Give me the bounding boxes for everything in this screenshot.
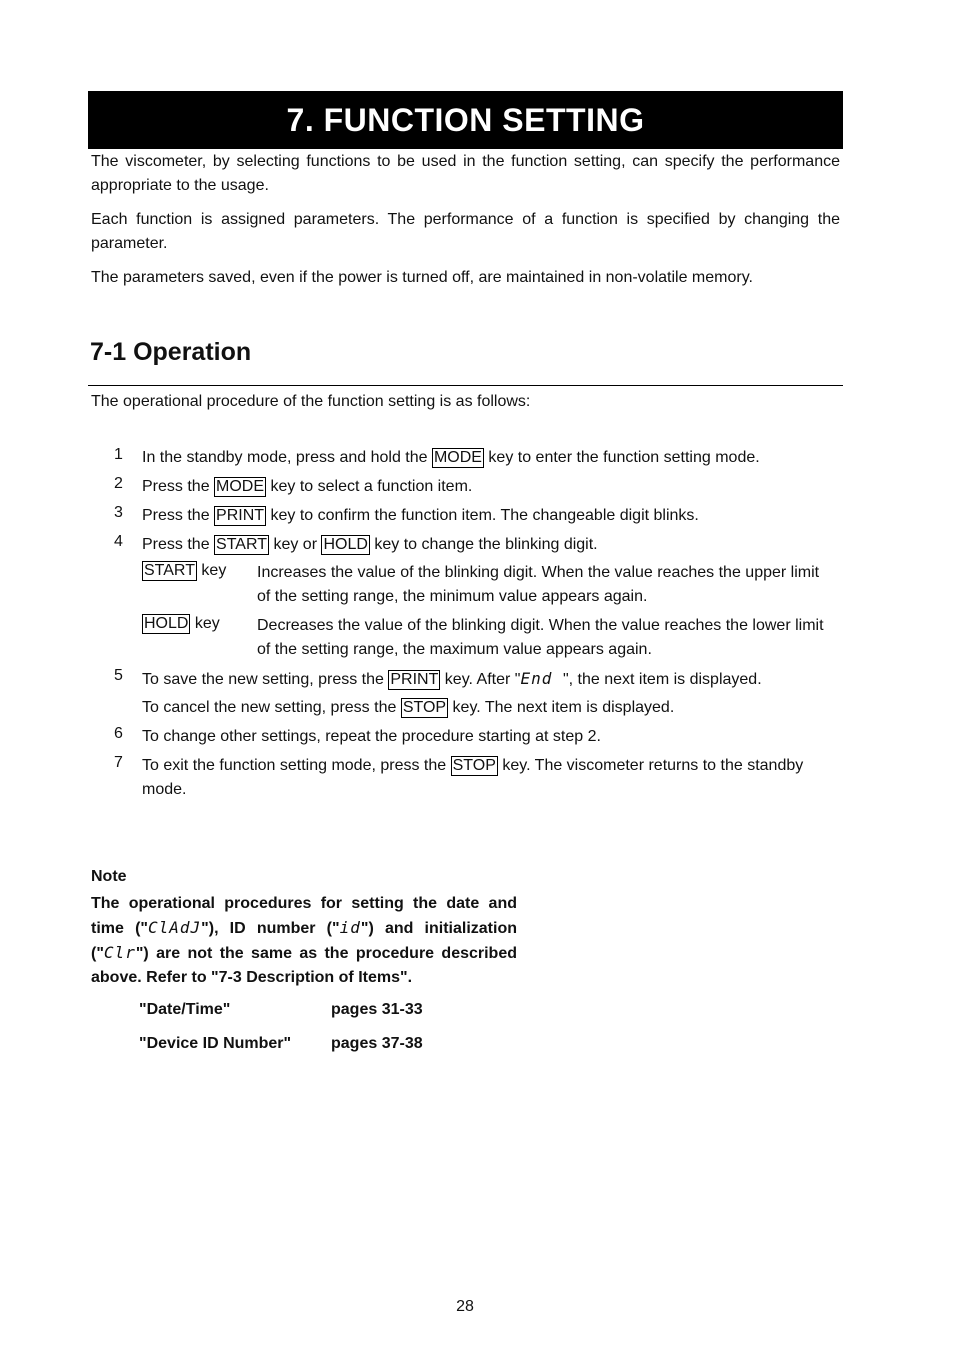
step-number: 1 xyxy=(114,446,123,463)
step-7-text: To exit the function setting mode, press the STOP key. The viscometer returns to the standby mode. xyxy=(142,757,804,798)
intro-paragraph-3: The parameters saved, even if the power is turned off, are maintained in non-volatile memory. xyxy=(91,269,753,286)
note-body: The operational procedures for setting the date and time ("ClAdJ"), ID number ("id") and initialization ("Clr") are not the same as the procedure described above. Refer to "7-3 Description of Items". xyxy=(91,895,517,986)
reference-label: "Date/Time" xyxy=(139,1001,231,1018)
step-5-cancel-text: To cancel the new setting, press the STOP key. The next item is displayed. xyxy=(142,699,675,716)
section-lead: The operational procedure of the function setting is as follows: xyxy=(91,393,531,410)
start-key: START xyxy=(216,536,267,553)
hold-key-description: Decreases the value of the blinking digit. When the value reaches the lower limit of the setting range, the maximum value appears again. xyxy=(257,617,824,658)
reference-label: "Device ID Number" xyxy=(139,1035,292,1052)
step-5-text: To save the new setting, press the PRINT key. After "End ", the next item is displayed. xyxy=(142,669,762,688)
start-key-label: START key xyxy=(144,562,227,579)
step-3-text: Press the PRINT key to confirm the function item. The changeable digit blinks. xyxy=(142,507,699,524)
clock-adjust-display-text: ClAdJ xyxy=(147,918,202,937)
step-number: 3 xyxy=(114,504,123,521)
page-number: 28 xyxy=(456,1298,474,1315)
section-heading: 7-1 Operation xyxy=(90,338,252,366)
step-number: 6 xyxy=(114,725,123,742)
reference-pages: pages 31-33 xyxy=(331,1001,423,1018)
end-display-text: End xyxy=(520,669,563,688)
intro-paragraph-1: The viscometer, by selecting functions to be used in the function setting, can specify the performance appropriate to the usage. xyxy=(91,153,840,194)
stop-key: STOP xyxy=(452,757,496,774)
step-number: 4 xyxy=(114,533,123,550)
print-key: PRINT xyxy=(390,671,439,688)
start-key-description: Increases the value of the blinking digit. When the value reaches the upper limit of the setting range, the minimum value appears again. xyxy=(257,564,820,605)
note-title: Note xyxy=(91,868,127,885)
mode-key: MODE xyxy=(216,478,265,495)
hold-key: HOLD xyxy=(323,536,368,553)
mode-key: MODE xyxy=(433,449,482,466)
step-6-text: To change other settings, repeat the procedure starting at step 2. xyxy=(142,728,601,745)
clear-display-text: Clr xyxy=(103,943,136,962)
chapter-title: 7. FUNCTION SETTING xyxy=(88,91,843,149)
id-display-text: id xyxy=(339,918,361,937)
reference-pages: pages 37-38 xyxy=(331,1035,423,1052)
section-divider xyxy=(88,385,843,386)
step-1-text: In the standby mode, press and hold the MODE key to enter the function setting mode. xyxy=(142,449,760,466)
start-key: START xyxy=(144,562,195,579)
step-4-text: Press the START key or HOLD key to change the blinking digit. xyxy=(142,536,598,553)
hold-key: HOLD xyxy=(144,615,189,632)
intro-paragraph-2: Each function is assigned parameters. The performance of a function is specified by changing the parameter. xyxy=(91,211,840,252)
step-number: 2 xyxy=(114,475,123,492)
print-key: PRINT xyxy=(216,507,265,524)
step-2-text: Press the MODE key to select a function item. xyxy=(142,478,473,495)
step-number: 7 xyxy=(114,754,123,771)
step-number: 5 xyxy=(114,667,123,684)
stop-key: STOP xyxy=(402,699,447,716)
hold-key-label: HOLD key xyxy=(144,615,220,632)
